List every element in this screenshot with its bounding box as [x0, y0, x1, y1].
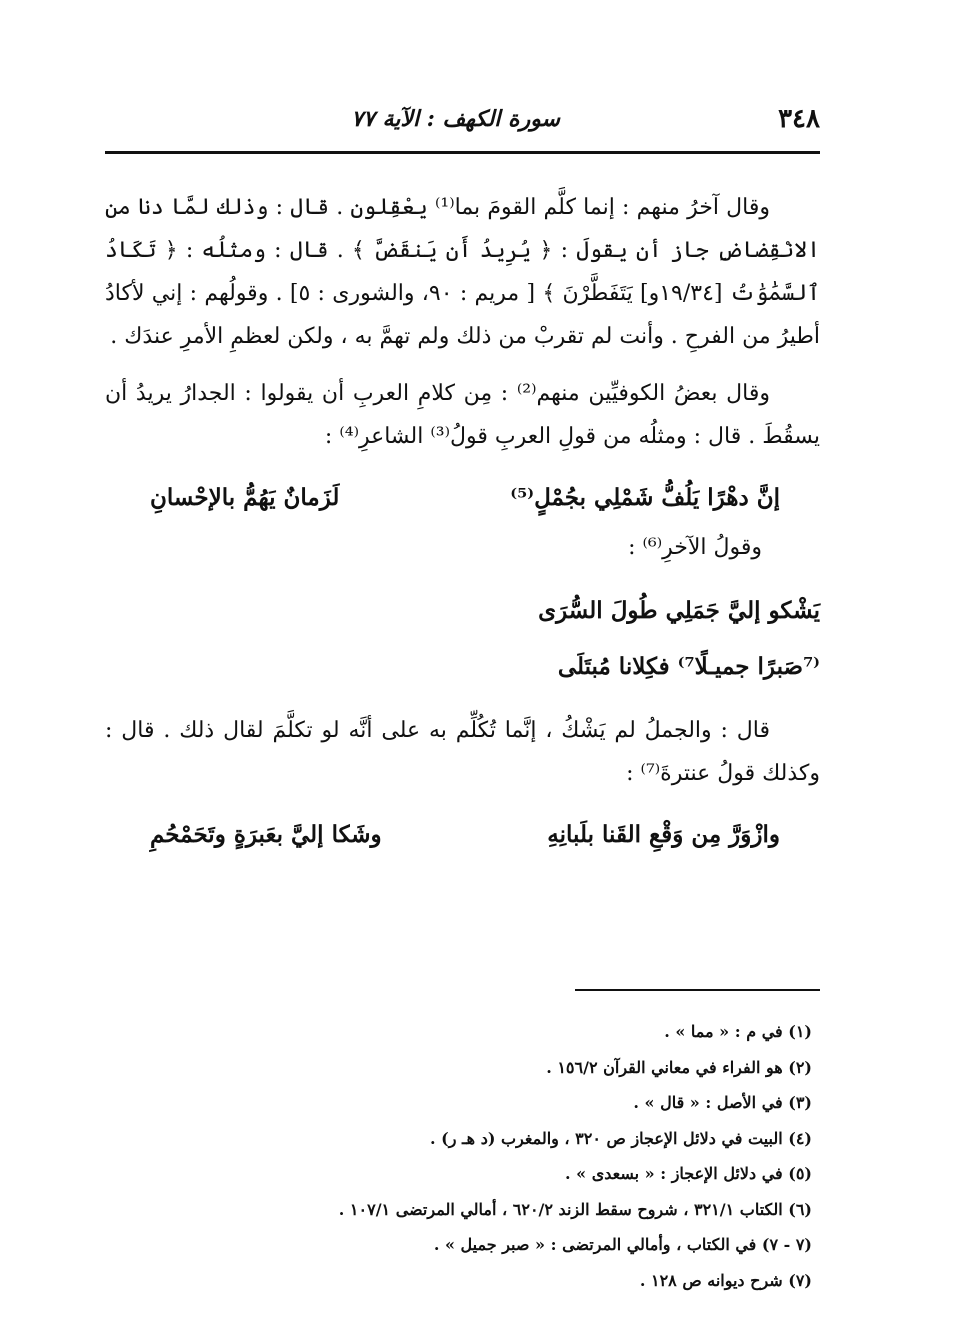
footnote-1: (١) في م : « مما » .: [664, 1022, 812, 1041]
footnote-5: (٥) في دلائل الإعجاز : « بسعدى » .: [565, 1164, 812, 1183]
verse-2-line-1: يَشْكو إليَّ جَمَلِي طُولَ السُّرَى: [538, 597, 820, 624]
verse-1-first-hemistich: إنَّ دهْرًا يَلُفُّ شَمْلِي بجُمْلٍ⁽⁵⁾: [510, 484, 780, 511]
footnote-2: (٢) هو الفراء في معاني القرآن ١٥٦/٢ .: [546, 1057, 812, 1077]
footnote-rule: [575, 989, 820, 991]
footnote-3: (٣) في الأصل : « قال » .: [633, 1093, 812, 1112]
attribution-other-poet: وقولُ الآخرِ⁽⁶⁾ :: [628, 535, 762, 560]
footnote-6: (٦) الكتاب ٣٢١/١ ، شروح سقط الزند ٦٢٠/٢ ، أمالي المرتضى ١٠٧/١ .: [338, 1199, 812, 1219]
paragraph-3: قال : والجملُ لم يَشْكُ ، إنَّما تُكُلِّم به على أنَّه لو تكلَّمَ لقال ذلك . قال : وكذلك قولُ عنترةَ⁽⁷⁾ :: [105, 718, 820, 786]
verse-2-line-2: ⁽⁷صَبرًا جميـلًا⁷⁾ فكِلانا مُبتَلَى: [557, 653, 820, 680]
page-header: [105, 98, 820, 148]
footnotes: [105, 1014, 812, 1298]
page-number: ٣٤٨: [778, 104, 820, 134]
footnote-4: (٤) البيت في دلائل الإعجاز ص ٣٢٠ ، والمغرب (د هـ ر) .: [429, 1128, 812, 1148]
verse-3: [150, 813, 780, 857]
verse-3-first-hemistich: وازْوَرَّ مِن وَقْعِ القَنا بلَبانِهِ: [547, 821, 780, 848]
verse-3-second-hemistich: وشَكا إليَّ بعَبرَةٍ وتَحَمْحُمِ: [150, 821, 382, 848]
paragraph-1: وقال آخرُ منهم : إنما كلَّم القومَ بما⁽¹⁾ يعْقِلون . قال : وذلك لمَّا دنا من الانْقِضاضِ جاز أن يقولَ : ﴿ يُرِيدُ أَن يَنقَضَّ ﴾ . قال : ومثلُه : ﴿ تَكَادُ ٱلسَّمَٰوَٰتُ [١٩/٣٤و] يَتَفَطَّرْنَ ﴾ [ مريم : ٩٠، والشورى : ٥] . وقولُهم : إني لأكادُ أطيرُ من الفرحِ . وأنت لم تقربْ من ذلك ولم تهمَّ به ، ولكن لعظمِ الأمرِ عندَك .: [105, 195, 820, 349]
footnote-7-range: (٧ - ٧) في الكتاب ، وأمالي المرتضى : « صبر جميل » .: [433, 1235, 812, 1254]
footnote-7: (٧) شرح ديوانه ص ١٢٨ .: [639, 1270, 812, 1290]
main-text: [105, 186, 820, 863]
header-rule: [105, 151, 820, 154]
running-title: سورة الكهف : الآية ٧٧: [351, 106, 560, 132]
verse-1: [150, 476, 780, 520]
verse-1-second-hemistich: لَزَمانٌ يَهُمُّ بالإحْسانِ: [150, 484, 340, 511]
paragraph-2: وقال بعضُ الكوفيِّين منهم⁽²⁾ : مِن كلامِ العربِ أن يقولوا : الجدارُ يريدُ أن يسقُطَ . قال : ومثلُه من قولِ العربِ قولُ⁽³⁾ الشاعرِ⁽⁴⁾ :: [105, 381, 820, 449]
